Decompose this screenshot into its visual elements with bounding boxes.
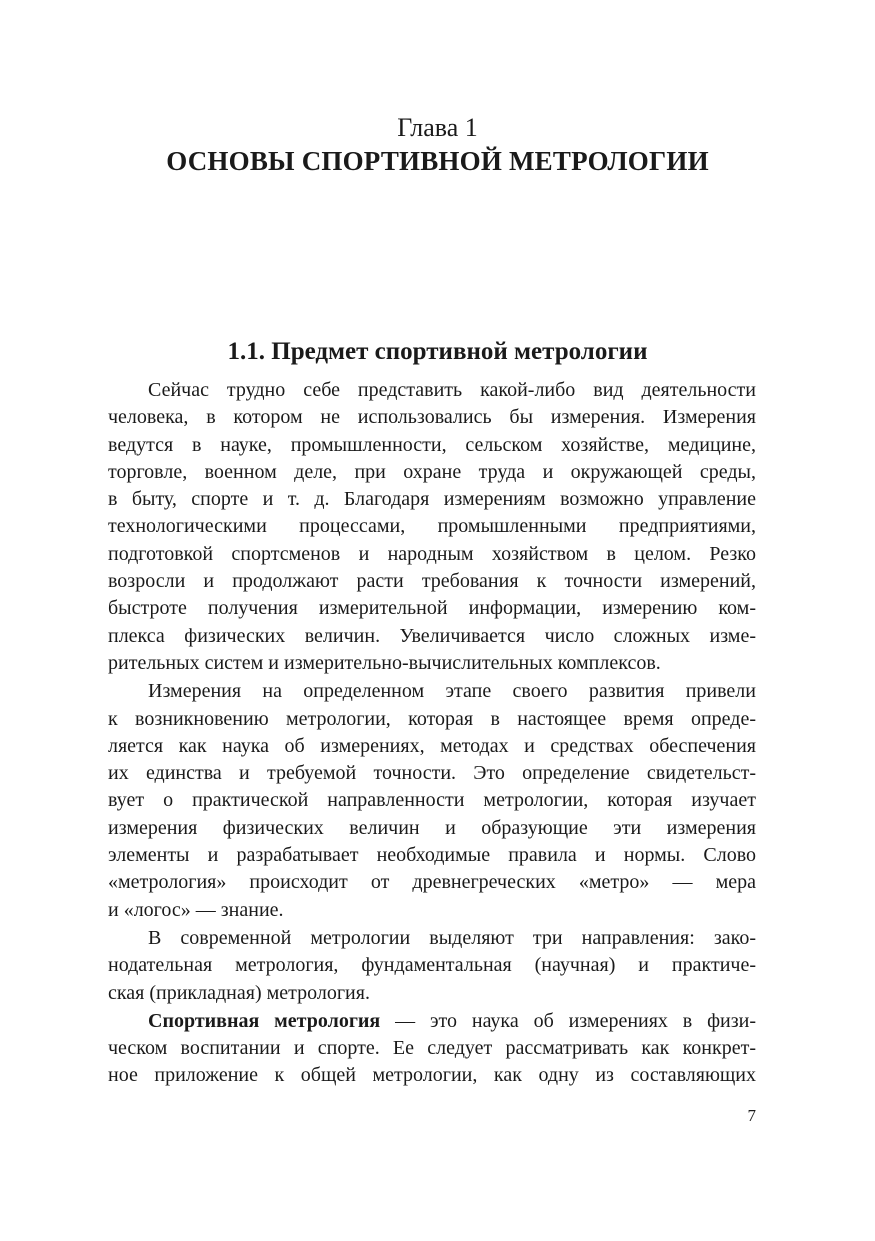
chapter-label: Глава 1 (397, 113, 478, 142)
page-number: 7 (747, 1106, 756, 1125)
text-line: быстроте получения измерительной информации, измерению ком- (108, 597, 756, 620)
text-line: нодательная метрология, фундаментальная (научная) и практиче- (108, 954, 756, 977)
text-line: технологическими процессами, промышленными предприятиями, (108, 515, 756, 538)
text-line: рительных систем и измерительно-вычислительных комплексов. (108, 651, 661, 674)
text-line: ческом воспитании и спорте. Ее следует рассматривать как конкрет- (108, 1037, 756, 1060)
paragraph-2 (108, 678, 756, 924)
paragraph-1 (108, 377, 756, 677)
text-fragment: — это наука об измерениях в физи- (380, 1009, 756, 1032)
text-line: «метрология» происходит от древнегреческих «метро» — мера (108, 871, 756, 894)
paragraph-4 (108, 1008, 756, 1090)
text-line: ное приложение к общей метрологии, как одну из составляющих (108, 1064, 756, 1087)
text-line: человека, в котором не использовались бы измерения. Измерения (108, 406, 756, 429)
defined-term: Спортивная метрология (148, 1009, 381, 1032)
text-line: возросли и продолжают расти требования к точности измерений, (108, 570, 756, 593)
text-line: ведутся в науке, промышленности, сельском хозяйстве, медицине, (108, 433, 756, 456)
text-line (108, 1008, 756, 1035)
text-line: их единства и требуемой точности. Это определение свидетельст- (108, 762, 756, 785)
text-line: плекса физических величин. Увеличивается число сложных изме- (108, 624, 756, 647)
text-line: измерения физических величин и образующие эти измерения (108, 816, 756, 839)
text-line: В современной метрологии выделяют три направления: зако- (148, 926, 756, 949)
text-line: вует о практической направленности метрологии, которая изучает (108, 789, 756, 812)
text-line: ская (прикладная) метрология. (108, 981, 370, 1004)
body-text (108, 377, 756, 1090)
text-line: в быту, спорте и т. д. Благодаря измерениям возможно управление (108, 488, 756, 511)
chapter-title: ОСНОВЫ СПОРТИВНОЙ МЕТРОЛОГИИ (166, 146, 709, 176)
section-title: 1.1. Предмет спортивной метрологии (227, 338, 648, 365)
paragraph-3 (108, 925, 756, 1007)
text-line: торговле, военном деле, при охране труда и окружающей среды, (108, 460, 756, 483)
text-line: ляется как наука об измерениях, методах и средствах обеспечения (108, 734, 756, 757)
text-line: подготовкой спортсменов и народным хозяйством в целом. Резко (108, 542, 756, 565)
text-line: к возникновению метрологии, которая в настоящее время опреде- (108, 707, 756, 730)
text-line: элементы и разрабатывает необходимые правила и нормы. Слово (108, 844, 756, 867)
text-line: Измерения на определенном этапе своего развития привели (148, 680, 756, 703)
text-line: Сейчас трудно себе представить какой-либо вид деятельности (148, 379, 756, 401)
text-line: и «логос» — знание. (108, 898, 284, 921)
